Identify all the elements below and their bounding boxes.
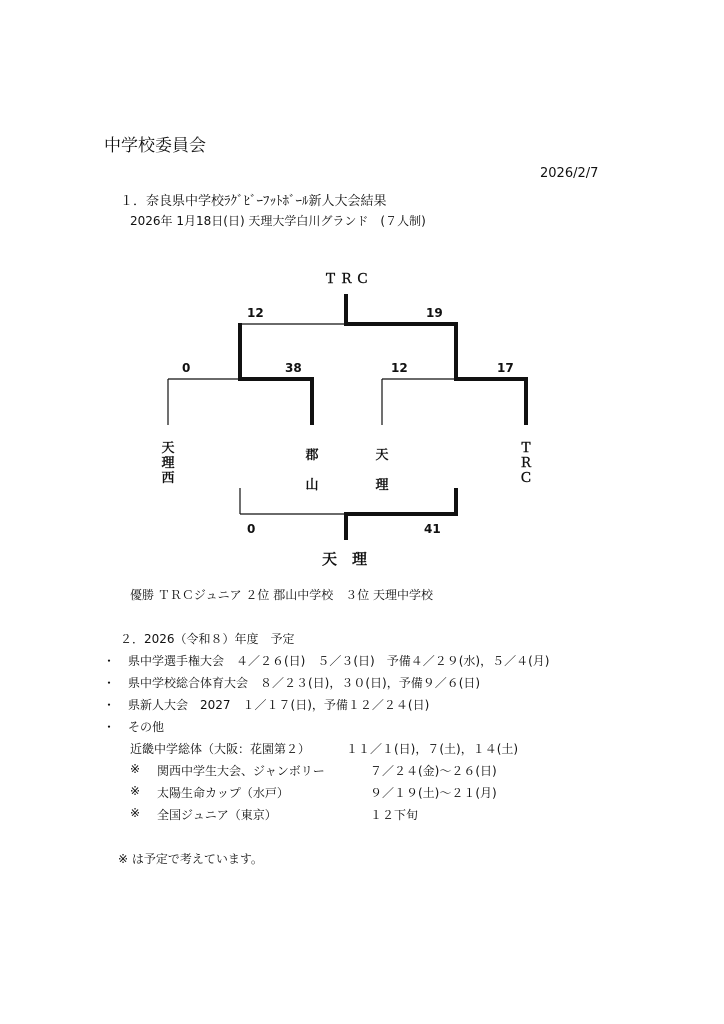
team-trc <box>518 441 534 486</box>
page-title: 中学校委員会 <box>104 136 206 156</box>
schedule-item-bullet: ・ <box>103 698 116 712</box>
third-left-score: 0 <box>247 522 256 536</box>
note-mark: ※ <box>130 806 141 820</box>
schedule-item-bullet: ・ <box>103 720 116 734</box>
team-char: 天 <box>161 441 175 456</box>
final-left-score: 12 <box>247 306 264 320</box>
other-kinki-dates: １１／１(日)，７(土)，１４(土) <box>346 742 519 756</box>
semi1-left-score: 0 <box>182 361 191 375</box>
semi1-right-score: 38 <box>285 361 302 375</box>
team-char: 天 <box>375 448 389 463</box>
note-mark: ※ <box>130 762 141 776</box>
section1-subheading: 2026年 1月18日(日) 天理大学白川グランド (７人制) <box>130 214 426 228</box>
team-char: Ｒ <box>519 456 533 471</box>
team-char: Ｃ <box>519 471 533 486</box>
results-summary: 優勝 ＴＲＣジュニア ２位 郡山中学校 ３位 天理中学校 <box>130 588 434 602</box>
footnote: ※ は予定で考えています。 <box>118 852 263 866</box>
final-right-score: 19 <box>426 306 443 320</box>
note-taiyo-label: 太陽生命カップ（水戸） <box>157 786 289 800</box>
section2-heading: ２．2026（令和８）年度 予定 <box>120 632 295 646</box>
schedule-item-prefecture-athletic-meet: 県中学校総合体育大会 ８／２３(日)，３０(日)，予備９／６(日) <box>128 676 481 690</box>
semi2-right-score: 17 <box>497 361 514 375</box>
other-kinki-label: 近畿中学総体（大阪：花園第２） <box>130 742 311 756</box>
note-taiyo-dates: ９／１９(土)～２１(月) <box>370 786 497 800</box>
schedule-item-prefecture-rookie-tournament: 県新人大会 2027 １／１７(日)，予備１２／２４(日) <box>128 698 430 712</box>
team-char: 理 <box>161 456 175 471</box>
champion-label: ＴＲＣ <box>324 272 373 287</box>
team-char: 理 <box>375 478 389 493</box>
team-koriyama <box>304 441 320 501</box>
team-char: Ｔ <box>519 441 533 456</box>
note-national-junior-label: 全国ジュニア（東京） <box>157 808 277 822</box>
semi2-left-score: 12 <box>391 361 408 375</box>
document-date: 2026/2/7 <box>540 166 599 181</box>
note-national-junior-dates: １２下旬 <box>370 808 419 822</box>
schedule-item-other: その他 <box>128 720 165 734</box>
section1-heading: １．奈良県中学校ﾗｸﾞﾋﾞｰﾌｯﾄﾎﾞｰﾙ新人大会結果 <box>120 194 387 209</box>
schedule-item-prefecture-championship: 県中学選手権大会 ４／２６(日) ５／３(日) 予備４／２９(水)，５／４(月) <box>128 654 550 668</box>
note-kansai-label: 関西中学生大会、ジャンボリー <box>157 764 325 778</box>
schedule-item-bullet: ・ <box>103 676 116 690</box>
note-mark: ※ <box>130 784 141 798</box>
team-char: 西 <box>161 471 175 486</box>
team-tenri <box>374 441 390 501</box>
third-right-score: 41 <box>424 522 441 536</box>
third-place-winner-label: 天 理 <box>322 550 368 568</box>
team-tenri-nishi <box>160 441 176 486</box>
schedule-item-bullet: ・ <box>103 654 116 668</box>
team-char: 山 <box>305 478 319 493</box>
team-char: 郡 <box>305 448 319 463</box>
note-kansai-dates: ７／２４(金)～２６(日) <box>370 764 497 778</box>
